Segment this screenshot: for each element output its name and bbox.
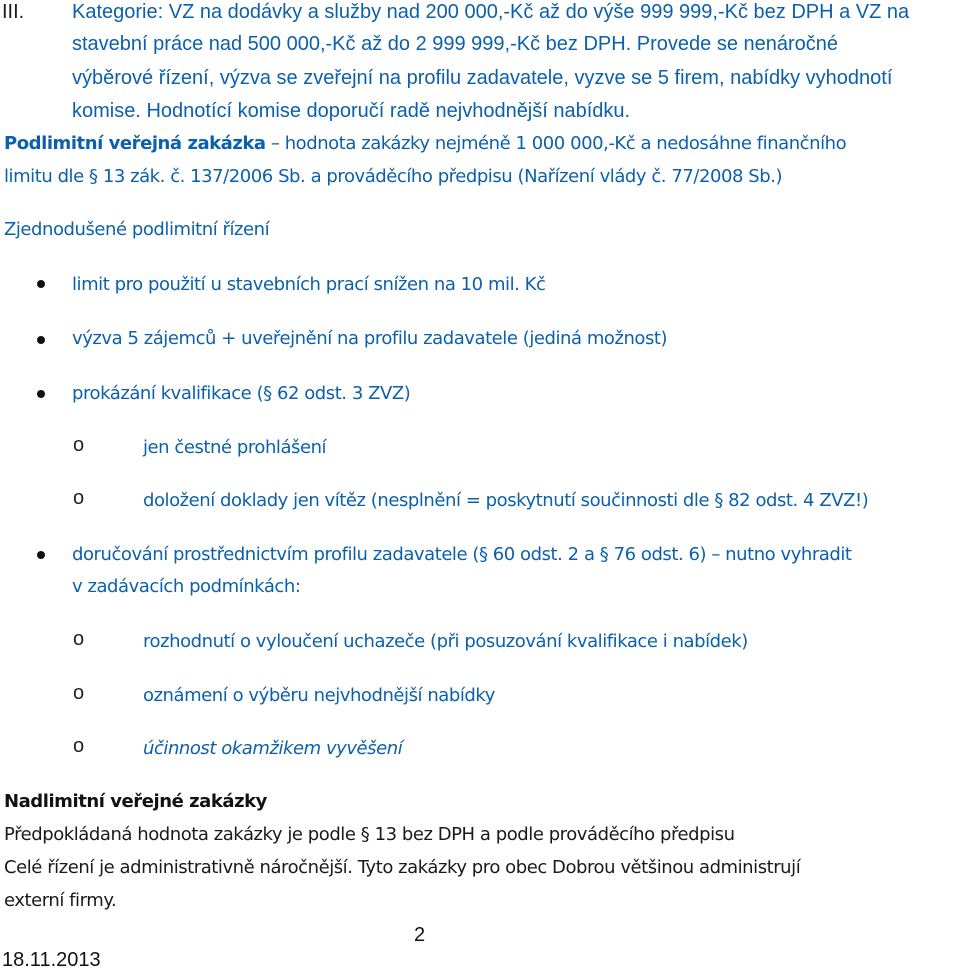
sub-bullet-marker: o	[73, 682, 85, 704]
page-number: 2	[414, 924, 426, 946]
category-line-3: výběrové řízení, výzva se zveřejní na profilu zadavatele, vyzve se 5 firem, nabídky vyhodnotí	[72, 67, 893, 89]
podlimit-line-2: limitu dle § 13 zák. č. 137/2006 Sb. a prováděcího předpisu (Nařízení vlády č. 77/2008 Sb.)	[4, 166, 783, 187]
category-line-2: stavební práce nad 500 000,-Kč až do 2 999 999,-Kč bez DPH. Provede se nenáročné	[72, 33, 839, 55]
nadlimit-heading: Nadlimitní veřejné zakázky	[4, 791, 267, 812]
sub-item: oznámení o výběru nejvhodnější nabídky	[143, 685, 495, 706]
podlimit-bold-label: Podlimitní veřejná zakázka	[4, 133, 266, 154]
bullet-item: limit pro použití u stavebních prací snížen na 10 mil. Kč	[72, 274, 546, 295]
roman-numeral: III.	[2, 1, 25, 23]
sub-item: doložení doklady jen vítěz (nesplnění = poskytnutí součinnosti dle § 82 odst. 4 ZVZ!)	[143, 490, 869, 511]
zjednodusene-heading: Zjednodušené podlimitní řízení	[4, 219, 270, 240]
bullet-dot	[37, 390, 45, 398]
sub-bullet-marker: o	[73, 735, 85, 757]
sub-item: rozhodnutí o vyloučení uchazeče (při posuzování kvalifikace i nabídek)	[143, 631, 748, 652]
doruc-line-1: doručování prostřednictvím profilu zadavatele (§ 60 odst. 2 a § 76 odst. 6) – nutno vyhradit	[72, 544, 852, 565]
nadlimit-line-2: Celé řízení je administrativně náročnější. Tyto zakázky pro obec Dobrou většinou administrují	[4, 857, 801, 878]
sub-bullet-marker: o	[73, 487, 85, 509]
nadlimit-line-1: Předpokládaná hodnota zakázky je podle § 13 bez DPH a podle prováděcího předpisu	[4, 824, 735, 845]
sub-bullet-marker: o	[73, 434, 85, 456]
category-line-1: Kategorie: VZ na dodávky a služby nad 200 000,-Kč až do výše 999 999,-Kč bez DPH a VZ na	[72, 1, 910, 23]
podlimit-description: – hodnota zakázky nejméně 1 000 000,-Kč a nedosáhne finančního	[265, 133, 847, 154]
podlimit-line-1	[4, 133, 846, 154]
bullet-item: prokázání kvalifikace (§ 62 odst. 3 ZVZ)	[72, 383, 411, 404]
sub-item: jen čestné prohlášení	[143, 437, 327, 458]
sub-item-italic: účinnost okamžikem vyvěšení	[143, 738, 403, 759]
bullet-dot	[37, 280, 45, 288]
footer-date: 18.11.2013	[2, 949, 101, 971]
doruc-line-2: v zadávacích podmínkách:	[72, 576, 301, 597]
nadlimit-line-3: externí firmy.	[4, 890, 117, 911]
bullet-item: výzva 5 zájemců + uveřejnění na profilu zadavatele (jediná možnost)	[72, 328, 668, 349]
category-line-4: komise. Hodnotící komise doporučí radě nejvhodnější nabídku.	[72, 100, 631, 122]
bullet-dot	[37, 336, 45, 344]
sub-bullet-marker: o	[73, 628, 85, 650]
bullet-dot	[37, 551, 45, 559]
